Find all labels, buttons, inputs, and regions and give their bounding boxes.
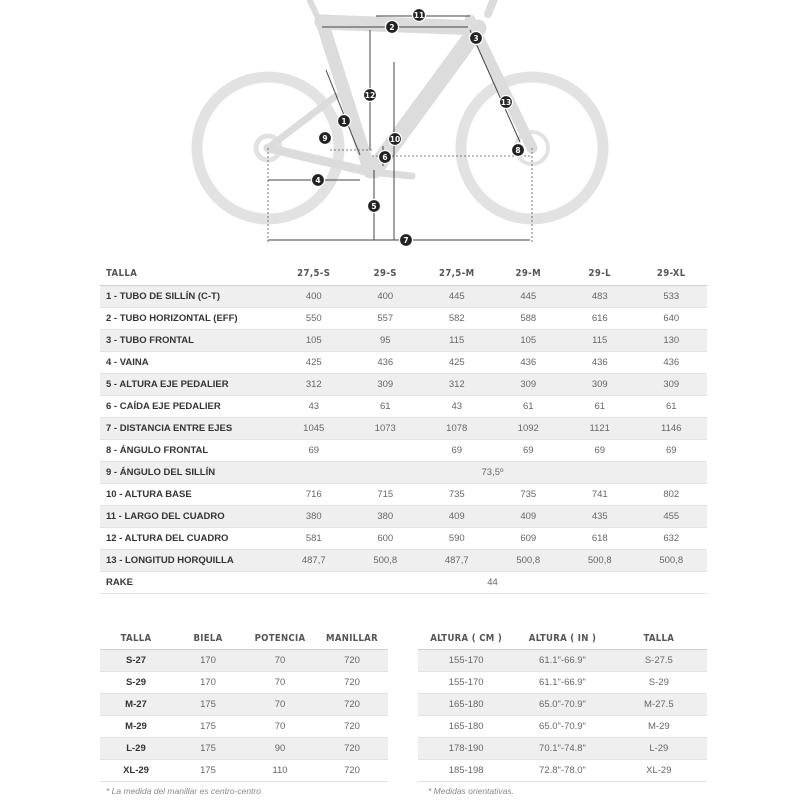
row-value: 588 (493, 308, 565, 330)
sizing-value: 65.0"-70.9" (514, 716, 610, 738)
components-row (100, 672, 388, 694)
marker-9-label: 9 (322, 134, 328, 143)
row-label: 4 - VAINA (100, 352, 278, 374)
marker-13-label: 13 (500, 98, 512, 107)
row-value-span: 73,5º (278, 462, 707, 484)
row-value: 435 (564, 506, 636, 528)
row-value: 445 (421, 286, 493, 308)
row-value: 455 (636, 506, 708, 528)
row-value: 1121 (564, 418, 636, 440)
row-value: 312 (421, 374, 493, 396)
components-row (100, 716, 388, 738)
row-label: 13 - LONGITUD HORQUILLA (100, 550, 278, 572)
marker-1-label: 1 (341, 117, 347, 126)
row-value: 105 (278, 330, 350, 352)
row-value: 69 (421, 440, 493, 462)
component-value: 720 (316, 650, 388, 672)
marker-11-label: 11 (413, 11, 425, 20)
header-altura-cm: ALTURA ( CM ) (418, 627, 514, 650)
header-size: 29-L (564, 262, 636, 286)
row-value: 309 (493, 374, 565, 396)
row-value: 802 (636, 484, 708, 506)
row-value: 95 (350, 330, 422, 352)
row-value: 445 (493, 286, 565, 308)
marker-3-label: 3 (473, 34, 479, 43)
row-value (350, 440, 422, 462)
row-value: 61 (564, 396, 636, 418)
component-value: 110 (244, 760, 316, 782)
component-value: 70 (244, 694, 316, 716)
sizing-value: 155-170 (418, 650, 514, 672)
geometry-row (100, 308, 707, 330)
geometry-row (100, 528, 707, 550)
row-value: 735 (493, 484, 565, 506)
row-value: 425 (421, 352, 493, 374)
row-value: 69 (636, 440, 708, 462)
row-value: 380 (278, 506, 350, 528)
header-altura-in: ALTURA ( IN ) (514, 627, 610, 650)
row-value: 715 (350, 484, 422, 506)
components-row (100, 694, 388, 716)
components-header-row (100, 627, 388, 650)
component-value: 175 (172, 760, 244, 782)
row-value: 500,8 (350, 550, 422, 572)
size-label: L-29 (100, 738, 172, 760)
row-value: 533 (636, 286, 708, 308)
sizing-value: XL-29 (611, 760, 707, 782)
header-size: 29-S (350, 262, 422, 286)
sizing-value: 70.1"-74.8" (514, 738, 610, 760)
row-value: 1073 (350, 418, 422, 440)
row-value: 380 (350, 506, 422, 528)
row-value: 130 (636, 330, 708, 352)
component-value: 720 (316, 716, 388, 738)
row-label: 9 - ÁNGULO DEL SILLÍN (100, 462, 278, 484)
row-value: 550 (278, 308, 350, 330)
sizing-value: S-29 (611, 672, 707, 694)
row-label: 3 - TUBO FRONTAL (100, 330, 278, 352)
marker-8-label: 8 (515, 146, 521, 155)
row-label: 6 - CAÍDA EJE PEDALIER (100, 396, 278, 418)
sizing-value: 155-170 (418, 672, 514, 694)
header-size: 29-XL (636, 262, 708, 286)
row-label: 2 - TUBO HORIZONTAL (EFF) (100, 308, 278, 330)
row-value: 436 (564, 352, 636, 374)
sizing-value: 61.1"-66.9" (514, 672, 610, 694)
header-size: 29-M (493, 262, 565, 286)
row-value: 61 (636, 396, 708, 418)
row-value: 1146 (636, 418, 708, 440)
header-size: 27,5-S (278, 262, 350, 286)
row-value: 61 (493, 396, 565, 418)
geometry-row (100, 418, 707, 440)
row-value: 400 (350, 286, 422, 308)
row-value: 43 (421, 396, 493, 418)
components-table (100, 627, 388, 782)
row-value: 735 (421, 484, 493, 506)
component-value: 70 (244, 716, 316, 738)
size-label: S-29 (100, 672, 172, 694)
handlebar-note: * La medida del manillar es centro-centro (106, 786, 261, 796)
geometry-row (100, 330, 707, 352)
row-value: 616 (564, 308, 636, 330)
geometry-row (100, 550, 707, 572)
component-value: 70 (244, 672, 316, 694)
header-size: 27,5-M (421, 262, 493, 286)
sizing-row (418, 694, 707, 716)
row-value: 741 (564, 484, 636, 506)
row-value: 43 (278, 396, 350, 418)
sizing-value: 178-190 (418, 738, 514, 760)
row-value: 1045 (278, 418, 350, 440)
row-value: 1078 (421, 418, 493, 440)
row-label: 5 - ALTURA EJE PEDALIER (100, 374, 278, 396)
row-value: 500,8 (636, 550, 708, 572)
row-value: 600 (350, 528, 422, 550)
sizing-row (418, 716, 707, 738)
row-value: 557 (350, 308, 422, 330)
header-talla: TALLA (100, 627, 172, 650)
row-value: 632 (636, 528, 708, 550)
sizing-value: 165-180 (418, 694, 514, 716)
row-value: 1092 (493, 418, 565, 440)
size-label: M-29 (100, 716, 172, 738)
row-value: 409 (421, 506, 493, 528)
geometry-row (100, 484, 707, 506)
sizing-value: 72.8"-78.0" (514, 760, 610, 782)
marker-6-label: 6 (382, 153, 388, 162)
header-biela: BIELA (172, 627, 244, 650)
row-value: 483 (564, 286, 636, 308)
marker-2-label: 2 (389, 23, 395, 32)
sizing-value: 165-180 (418, 716, 514, 738)
sizing-value: M-29 (611, 716, 707, 738)
row-value: 581 (278, 528, 350, 550)
header-talla: TALLA (611, 627, 707, 650)
header-talla: TALLA (100, 262, 278, 286)
row-value: 309 (350, 374, 422, 396)
component-value: 175 (172, 694, 244, 716)
marker-10-label: 10 (389, 135, 401, 144)
components-row (100, 760, 388, 782)
size-label: M-27 (100, 694, 172, 716)
row-value: 609 (493, 528, 565, 550)
geometry-row (100, 396, 707, 418)
row-value: 61 (350, 396, 422, 418)
component-value: 720 (316, 738, 388, 760)
row-value: 69 (564, 440, 636, 462)
row-value: 400 (278, 286, 350, 308)
header-manillar: MANILLAR (316, 627, 388, 650)
row-value: 590 (421, 528, 493, 550)
sizing-row (418, 760, 707, 782)
component-value: 175 (172, 716, 244, 738)
geometry-row (100, 374, 707, 396)
row-label: 11 - LARGO DEL CUADRO (100, 506, 278, 528)
row-value: 309 (636, 374, 708, 396)
sizing-value: L-29 (611, 738, 707, 760)
sizing-row (418, 672, 707, 694)
row-value: 105 (493, 330, 565, 352)
geometry-row (100, 286, 707, 308)
sizing-value: 65.0"-70.9" (514, 694, 610, 716)
row-value: 716 (278, 484, 350, 506)
components-row (100, 738, 388, 760)
component-value: 170 (172, 650, 244, 672)
row-value: 312 (278, 374, 350, 396)
geometry-header-row (100, 262, 707, 286)
sizing-table (418, 627, 707, 782)
row-value: 582 (421, 308, 493, 330)
component-value: 720 (316, 694, 388, 716)
component-value: 720 (316, 672, 388, 694)
bike-geometry-diagram (0, 0, 800, 262)
geometry-row (100, 572, 707, 594)
marker-5-label: 5 (371, 202, 377, 211)
row-value: 309 (564, 374, 636, 396)
row-value: 436 (493, 352, 565, 374)
row-label: 10 - ALTURA BASE (100, 484, 278, 506)
geometry-row (100, 440, 707, 462)
row-value: 500,8 (493, 550, 565, 572)
row-value: 425 (278, 352, 350, 374)
geometry-row (100, 462, 707, 484)
sizing-value: S-27.5 (611, 650, 707, 672)
row-value: 436 (350, 352, 422, 374)
sizing-header-row (418, 627, 707, 650)
row-value-span: 44 (278, 572, 707, 594)
components-row (100, 650, 388, 672)
row-label: RAKE (100, 572, 278, 594)
geometry-row (100, 352, 707, 374)
row-value: 640 (636, 308, 708, 330)
row-label: 8 - ÁNGULO FRONTAL (100, 440, 278, 462)
row-value: 436 (636, 352, 708, 374)
row-value: 409 (493, 506, 565, 528)
component-value: 170 (172, 672, 244, 694)
row-label: 12 - ALTURA DEL CUADRO (100, 528, 278, 550)
size-label: XL-29 (100, 760, 172, 782)
sizing-value: 185-198 (418, 760, 514, 782)
row-label: 1 - TUBO DE SILLÍN (C-T) (100, 286, 278, 308)
sizing-value: 61.1"-66.9" (514, 650, 610, 672)
row-value: 487,7 (278, 550, 350, 572)
row-label: 7 - DISTANCIA ENTRE EJES (100, 418, 278, 440)
row-value: 115 (564, 330, 636, 352)
component-value: 90 (244, 738, 316, 760)
marker-12-label: 12 (364, 91, 376, 100)
row-value: 115 (421, 330, 493, 352)
row-value: 618 (564, 528, 636, 550)
geometry-row (100, 506, 707, 528)
header-potencia: POTENCIA (244, 627, 316, 650)
size-label: S-27 (100, 650, 172, 672)
sizing-row (418, 738, 707, 760)
sizing-value: M-27.5 (611, 694, 707, 716)
component-value: 175 (172, 738, 244, 760)
geometry-table (100, 262, 707, 594)
marker-4-label: 4 (315, 176, 321, 185)
sizing-note: * Medidas orientativas. (428, 786, 514, 796)
row-value: 487,7 (421, 550, 493, 572)
component-value: 70 (244, 650, 316, 672)
marker-7-label: 7 (403, 236, 409, 245)
sizing-row (418, 650, 707, 672)
row-value: 500,8 (564, 550, 636, 572)
row-value: 69 (278, 440, 350, 462)
row-value: 69 (493, 440, 565, 462)
component-value: 720 (316, 760, 388, 782)
